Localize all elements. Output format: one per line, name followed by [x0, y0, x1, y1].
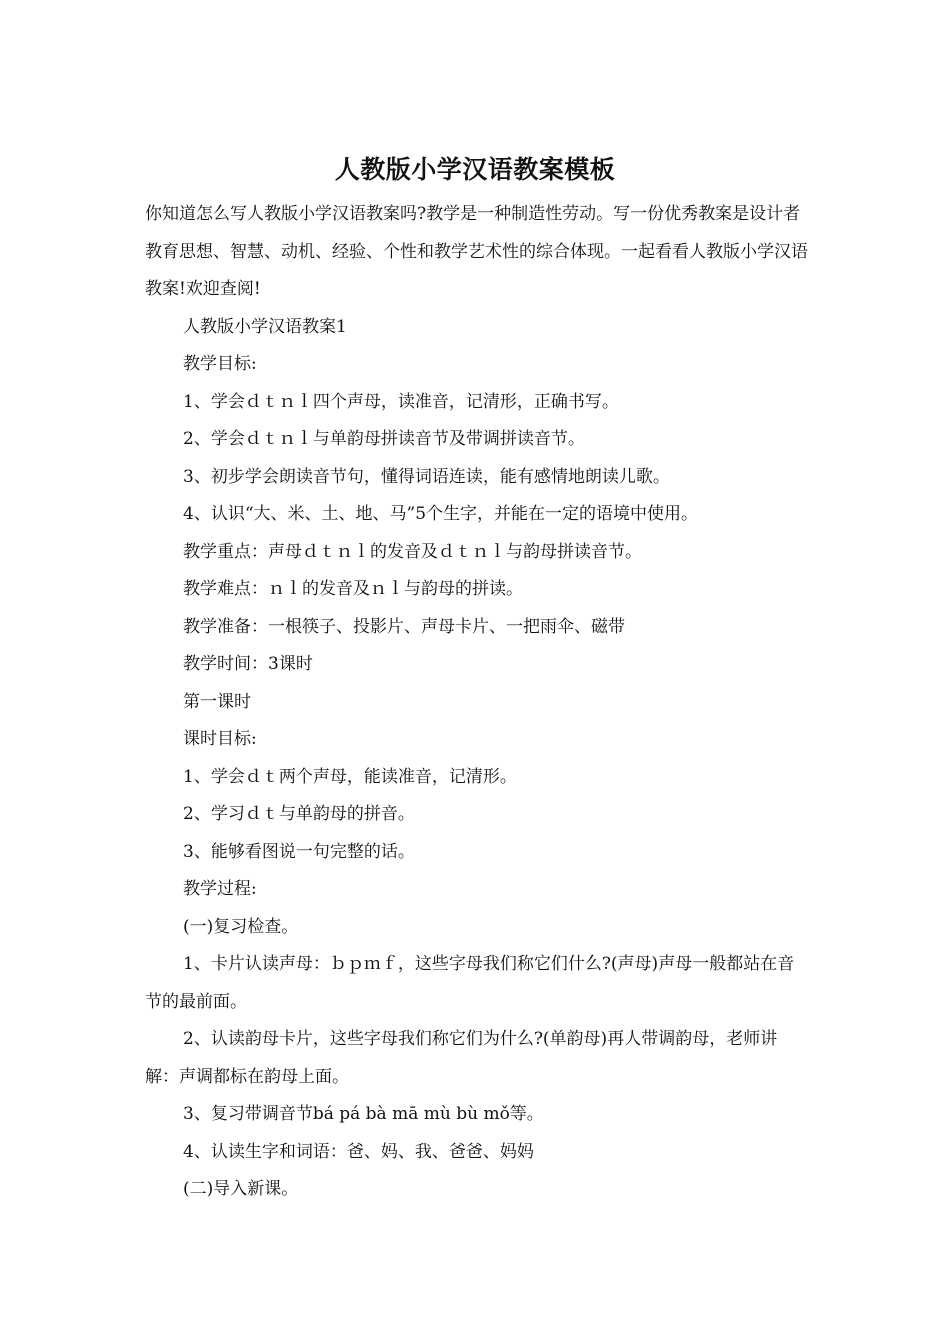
- paragraph: 教学准备：一根筷子、投影片、声母卡片、一把雨伞、磁带: [183, 616, 625, 637]
- paragraph: 教学过程:: [183, 879, 257, 899]
- paragraph: (二)导入新课。: [183, 1179, 299, 1199]
- paragraph: (一)复习检查。: [183, 916, 299, 937]
- paragraph: 2、认读韵母卡片，这些字母我们称它们为什么?(单韵母)再人带调韵母，老师讲解：声调都标在韵母上面。: [145, 1029, 778, 1087]
- paragraph: 2、学习ｄｔ与单韵母的拼音。: [183, 804, 415, 824]
- document-body: [145, 196, 810, 1209]
- paragraph: 4、认读生字和词语：爸、妈、我、爸爸、妈妈: [183, 1141, 534, 1162]
- section-heading: 人教版小学汉语教案1: [183, 316, 347, 337]
- paragraph: 教学难点：ｎｌ的发音及ｎｌ与韵母的拼读。: [183, 579, 523, 599]
- paragraph: 2、学会ｄｔｎｌ与单韵母拼读音节及带调拼读音节。: [183, 429, 585, 449]
- paragraph: 教学目标:: [183, 354, 257, 374]
- paragraph: 3、能够看图说一句完整的话。: [183, 841, 415, 862]
- paragraph: 教学时间：3课时: [183, 654, 313, 674]
- paragraph: 4、认识“大、米、土、地、马”5个生字，并能在一定的语境中使用。: [183, 504, 699, 524]
- paragraph: 1、学会ｄｔ两个声母，能读准音，记清形。: [183, 766, 517, 787]
- paragraph: 教学重点：声母ｄｔｎｌ的发音及ｄｔｎｌ与韵母拼读音节。: [183, 541, 642, 562]
- paragraph: 课时目标:: [183, 729, 257, 749]
- paragraph: 第一课时: [183, 691, 251, 712]
- paragraph: 3、复习带调音节bá pá bà mā mù bù mǒ等。: [183, 1104, 544, 1124]
- paragraph: 1、学会ｄｔｎｌ四个声母，读准音，记清形，正确书写。: [183, 391, 619, 412]
- intro-paragraph: 你知道怎么写人教版小学汉语教案吗?教学是一种制造性劳动。写一份优秀教案是设计者教育思想、智慧、动机、经验、个性和教学艺术性的综合体现。一起看看人教版小学汉语教案!欢迎查阅!: [145, 204, 808, 299]
- paragraph: 1、卡片认读声母：ｂｐｍｆ，这些字母我们称它们什么?(声母)声母一般都站在音节的最前面。: [145, 954, 795, 1012]
- paragraph: 3、初步学会朗读音节句，懂得词语连读，能有感情地朗读儿歌。: [183, 466, 670, 487]
- document-title: 人教版小学汉语教案模板: [334, 155, 616, 184]
